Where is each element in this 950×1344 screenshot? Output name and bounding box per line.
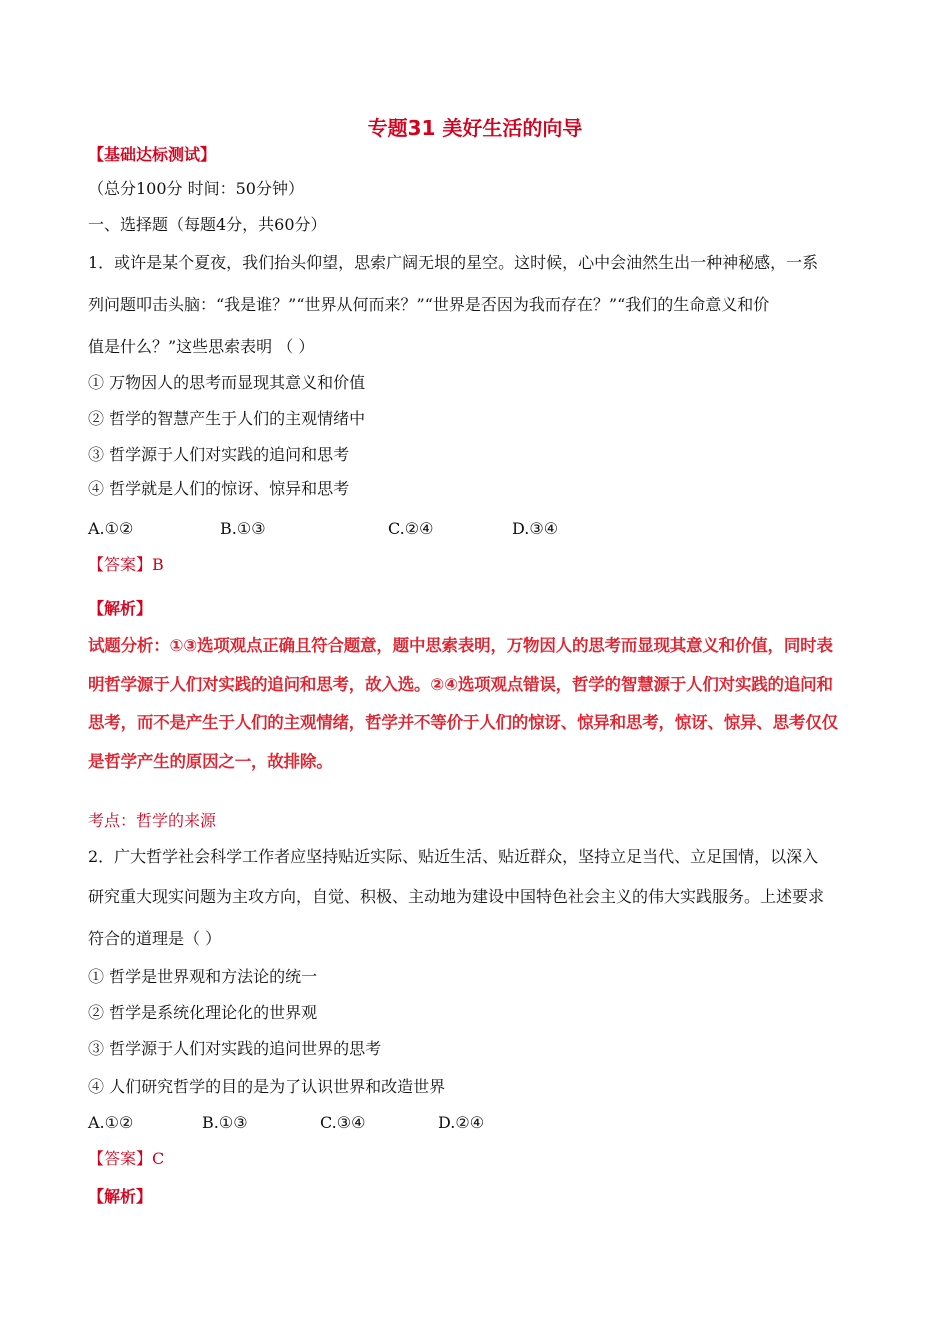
analysis-text-line: 明哲学源于人们对实践的追问和思考，故入选。②④选项观点错误，哲学的智慧源于人们对实践的追问和: [88, 675, 833, 694]
statement-item: ③ 哲学源于人们对实践的追问世界的思考: [88, 1039, 382, 1058]
option-b: B.①③: [220, 519, 266, 538]
page-title: 专题31 美好生活的向导: [367, 116, 583, 140]
option-c: C.③④: [320, 1113, 366, 1132]
question-text-line: 列问题叩击头脑：“我是谁？”“世界从何而来？”“世界是否因为我而存在？”“我们的生命意义和价: [88, 295, 770, 314]
analysis-text-line: 思考，而不是产生于人们的主观情绪，哲学并不等价于人们的惊讶、惊异和思考，惊讶、惊异、思考仅仅: [88, 713, 838, 732]
analysis-label: 【解析】: [88, 1187, 153, 1206]
option-b: B.①③: [202, 1113, 248, 1132]
statement-item: ② 哲学的智慧产生于人们的主观情绪中: [88, 409, 366, 428]
option-d: D.③④: [512, 519, 559, 538]
option-a: A.①②: [88, 519, 134, 538]
analysis-text-line: 是哲学产生的原因之一，故排除。: [88, 752, 333, 771]
statement-item: ① 万物因人的思考而显现其意义和价值: [88, 373, 366, 392]
kaodian-label: 考点：哲学的来源: [88, 811, 217, 830]
question-text-line: 值是什么？”这些思索表明 （ ）: [88, 337, 315, 356]
option-c: C.②④: [388, 519, 434, 538]
statement-item: ④ 哲学就是人们的惊讶、惊异和思考: [88, 479, 350, 498]
question-text-line: 研究重大现实问题为主攻方向，自觉、积极、主动地为建设中国特色社会主义的伟大实践服务。上述要求: [88, 887, 825, 906]
analysis-text-line: 试题分析：①③选项观点正确且符合题意，题中思索表明，万物因人的思考而显现其意义和价值，同时表: [88, 636, 833, 655]
question-text-line: 符合的道理是（ ）: [88, 929, 222, 948]
section-tag: 【基础达标测试】: [88, 145, 217, 164]
statement-item: ① 哲学是世界观和方法论的统一: [88, 967, 318, 986]
question-text-line: 2．广大哲学社会科学工作者应坚持贴近实际、贴近生活、贴近群众，坚持立足当代、立足国情，以深入: [88, 847, 819, 866]
statement-item: ② 哲学是系统化理论化的世界观: [88, 1003, 318, 1022]
option-a: A.①②: [88, 1113, 134, 1132]
analysis-label: 【解析】: [88, 599, 153, 618]
section-heading: 一、选择题（每题4分，共60分）: [88, 215, 327, 234]
question-text-line: 1．或许是某个夏夜，我们抬头仰望，思索广阔无垠的星空。这时候，心中会油然生出一种神秘感，一系: [88, 253, 819, 272]
answer-label: 【答案】C: [88, 1149, 165, 1168]
statement-item: ③ 哲学源于人们对实践的追问和思考: [88, 445, 350, 464]
answer-label: 【答案】B: [88, 555, 164, 574]
exam-info: （总分100分 时间：50分钟）: [88, 179, 304, 198]
option-d: D.②④: [438, 1113, 485, 1132]
statement-item: ④ 人们研究哲学的目的是为了认识世界和改造世界: [88, 1077, 446, 1096]
